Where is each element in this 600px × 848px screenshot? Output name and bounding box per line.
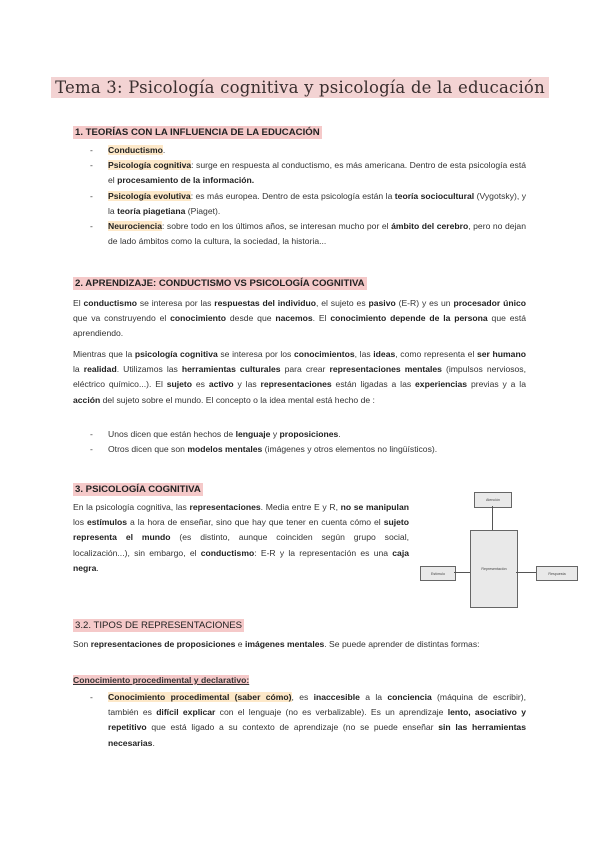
list-item: - Psicología cognitiva: surge en respuesta al conductismo, es más americana. Dentro de esta psicología está el procesamiento de la información.	[73, 158, 526, 188]
diagram-response-box: Respuesta	[536, 566, 578, 581]
list-item: - Unos dicen que están hechos de lenguaje y proposiciones.	[73, 427, 526, 442]
section-3-paragraph: En la psicología cognitiva, las representaciones. Media entre E y R, no se manipulan los estímulos a la hora de enseñar, sino que hay que tener en cuenta cómo el sujeto representa el mundo (es distinto, aunque coinciden según grupo social, localización...), sin embargo, el conductismo: E-R y la representación es una caja negra.	[73, 502, 410, 573]
section-3-2-heading: 3.2. TIPOS DE REPRESENTACIONES	[75, 620, 243, 631]
section-2-paragraph-1: El conductismo se interesa por las respuestas del individuo, el sujeto es pasivo (E-R) y es un procesador único que va construyendo el conocimiento desde que nacemos. El conocimiento depende de la persona que está aprendiendo.	[73, 298, 527, 339]
section-2-paragraph-2: Mientras que la psicología cognitiva se interesa por los conocimientos, las ideas, como representa el ser humano la realidad. Utilizamos las herramientas culturales para crear representaciones mentales (impulsos nerviosos, eléctrico químico...). El sujeto es activo y las representaciones están ligadas a las experiencias previas y a la acción del sujeto sobre el mundo. El concepto o la idea mental está hecho de :	[73, 349, 526, 405]
diagram-representation-box: Representación	[470, 530, 518, 608]
list-item: - Psicología evolutiva: es más europea. Dentro de esta psicología están la teoría sociocultural (Vygotsky), y la teoría piagetiana (Piaget).	[73, 189, 526, 219]
section-3-2-paragraph: Son representaciones de proposiciones e imágenes mentales. Se puede aprender de distintas formas:	[73, 639, 480, 649]
representation-diagram	[418, 488, 580, 608]
diagram-arrow-right	[516, 572, 536, 573]
section-3-2-list	[73, 690, 526, 751]
list-item: - Otros dicen que son modelos mentales (imágenes y otros elementos no lingüísticos).	[73, 442, 526, 457]
diagram-arrow-down	[492, 506, 493, 530]
section-3-heading: 3. PSICOLOGÍA COGNITIVA	[75, 484, 201, 495]
section-2-list	[73, 427, 526, 457]
list-item: - Neurociencia: sobre todo en los últimos años, se interesan mucho por el ámbito del cerebro, pero no dejan de lado ámbitos como la cultura, la sociedad, la historia...	[73, 219, 526, 249]
page-title: Tema 3: Psicología cognitiva y psicología de la educación	[0, 78, 600, 97]
section-1-list	[73, 143, 526, 249]
diagram-arrow-left	[454, 572, 470, 573]
section-1-heading: 1. TEORÍAS CON LA INFLUENCIA DE LA EDUCACIÓN	[75, 127, 320, 138]
list-item: - Conocimiento procedimental (saber cómo), es inaccesible a la conciencia (máquina de escribir), también es difícil explicar con el lenguaje (no es verbalizable). Es un aprendizaje lento, asociativo y repetitivo que está ligado a su contexto de aprendizaje (no se puede enseñar sin las herramientas necesarias.	[73, 690, 526, 751]
list-item: - Conductismo.	[73, 143, 526, 158]
section-2-heading: 2. APRENDIZAJE: CONDUCTISMO VS PSICOLOGÍA COGNITIVA	[75, 278, 365, 289]
diagram-stimulus-box: Estímulo	[420, 566, 456, 581]
section-3-2-subheading: Conocimiento procedimental y declarativo:	[73, 675, 250, 685]
diagram-attention-box: Atención	[474, 492, 512, 508]
